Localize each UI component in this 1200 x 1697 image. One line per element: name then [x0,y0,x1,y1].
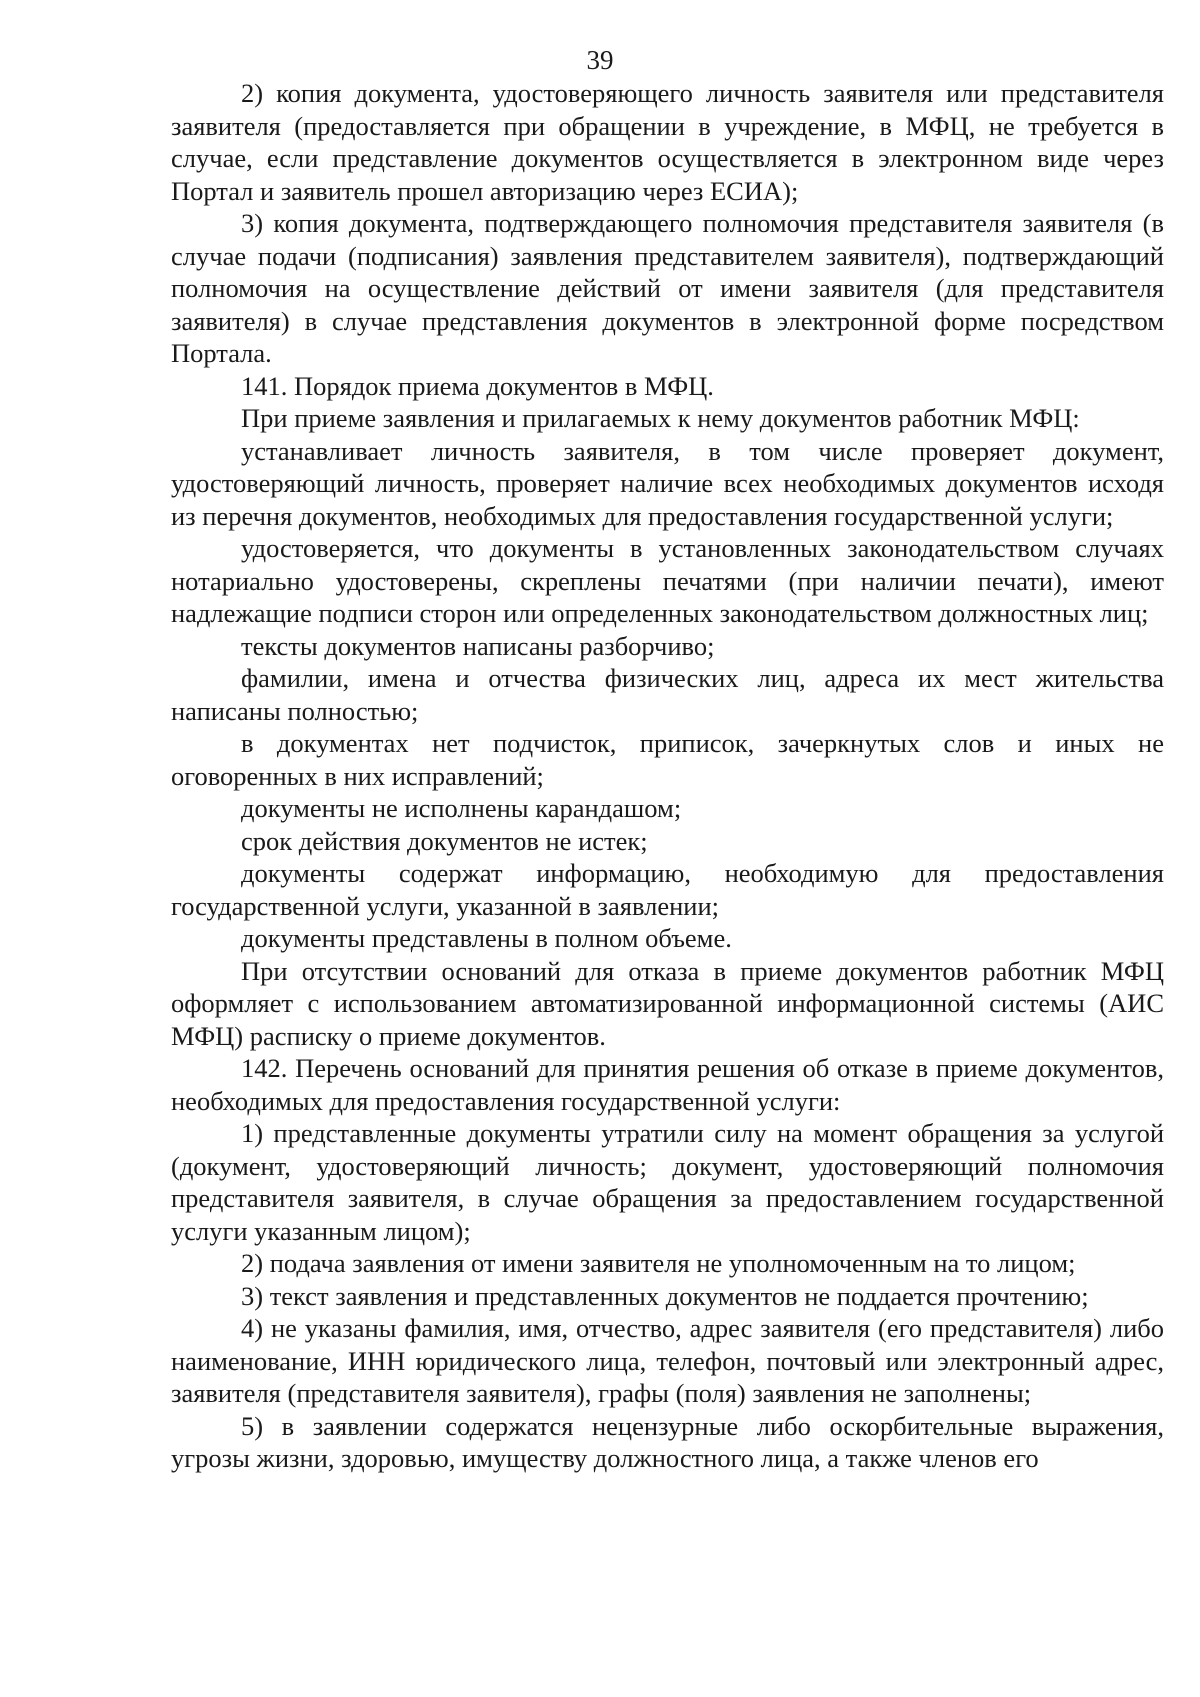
paragraph-legible-text: тексты документов написаны разборчиво; [241,630,715,661]
paragraph-not-expired: срок действия документов не истек; [241,825,648,856]
paragraph-reason-4-missing-fields: 4) не указаны фамилия, имя, отчество, адрес заявителя (его представителя) либо наименование, ИНН юридического лица, телефон, почтовый или электронный адрес, заявителя (представителя заявителя), графы (поля) заявления не заполнены; [171,1313,1164,1408]
paragraph-141-heading: 141. Порядок приема документов в МФЦ. [241,370,714,401]
paragraph-complete-set: документы представлены в полном объеме. [241,923,732,953]
paragraph-item-3-copy-of-authority-document: 3) копия документа, подтверждающего полномочия представителя заявителя (в случае подачи (подписания) заявления представителем заявителя), подтверждающий полномочия на осуществление действий от имени заявителя (для представителя заявителя) в случае представления документов в электронной форме посредством Портала. [171,208,1164,368]
paragraph-receipt-issued: При отсутствии оснований для отказа в приеме документов работник МФЦ оформляет с использованием автоматизированной информационной системы (АИС МФЦ) расписку о приеме документов. [171,955,1164,1051]
paragraph-item-2-copy-of-identity-document: 2) копия документа, удостоверяющего личность заявителя или представителя заявителя (предоставляется при обращении в учреждение, в МФЦ, не требуется в случае, если представление документов осуществляется в электронном виде через Портал и заявитель прошел авторизацию через ЕСИА); [171,78,1164,206]
paragraph-reason-2-unauthorized-person: 2) подача заявления от имени заявителя не уполномоченным на то лицом; [241,1248,1076,1278]
paragraph-not-in-pencil: документы не исполнены карандашом; [241,793,682,823]
paragraph-no-erasures: в документах нет подчисток, приписок, зачеркнутых слов и иных не оговоренных в них исправлений; [171,728,1164,791]
page-number: 39 [586,45,614,75]
document-body [171,77,1164,1475]
paragraph-reason-5-offensive-content: 5) в заявлении содержатся нецензурные либо оскорбительные выражения, угрозы жизни, здоровью, имуществу должностного лица, а также членов его [171,1410,1164,1473]
paragraph-verifies-notarization: удостоверяется, что документы в установленных законодательством случаях нотариально удостоверены, скреплены печатями (при наличии печати), имеют надлежащие подписи сторон или определенных законодательством должностных лиц; [171,533,1164,628]
paragraph-full-names: фамилии, имена и отчества физических лиц, адреса их мест жительства написаны полностью; [171,663,1164,726]
paragraph-reason-1-expired-documents: 1) представленные документы утратили силу на момент обращения за услугой (документ, удостоверяющий личность; документ, удостоверяющий полномочия представителя заявителя, в случае обращения за предоставлением государственной услуги указанным лицом); [171,1118,1164,1246]
paragraph-mfc-intake-intro: При приеме заявления и прилагаемых к нему документов работник МФЦ: [241,403,1080,433]
paragraph-142-heading: 142. Перечень оснований для принятия решения об отказе в приеме документов, необходимых для предоставления государственной услуги: [171,1053,1164,1116]
paragraph-contains-information: документы содержат информацию, необходимую для предоставления государственной услуги, указанной в заявлении; [171,858,1164,921]
paragraph-establishes-identity: устанавливает личность заявителя, в том числе проверяет документ, удостоверяющий личность, проверяет наличие всех необходимых документов исходя из перечня документов, необходимых для предоставления государственной услуги; [171,435,1164,531]
paragraph-reason-3-illegible: 3) текст заявления и представленных документов не поддается прочтению; [241,1280,1089,1311]
